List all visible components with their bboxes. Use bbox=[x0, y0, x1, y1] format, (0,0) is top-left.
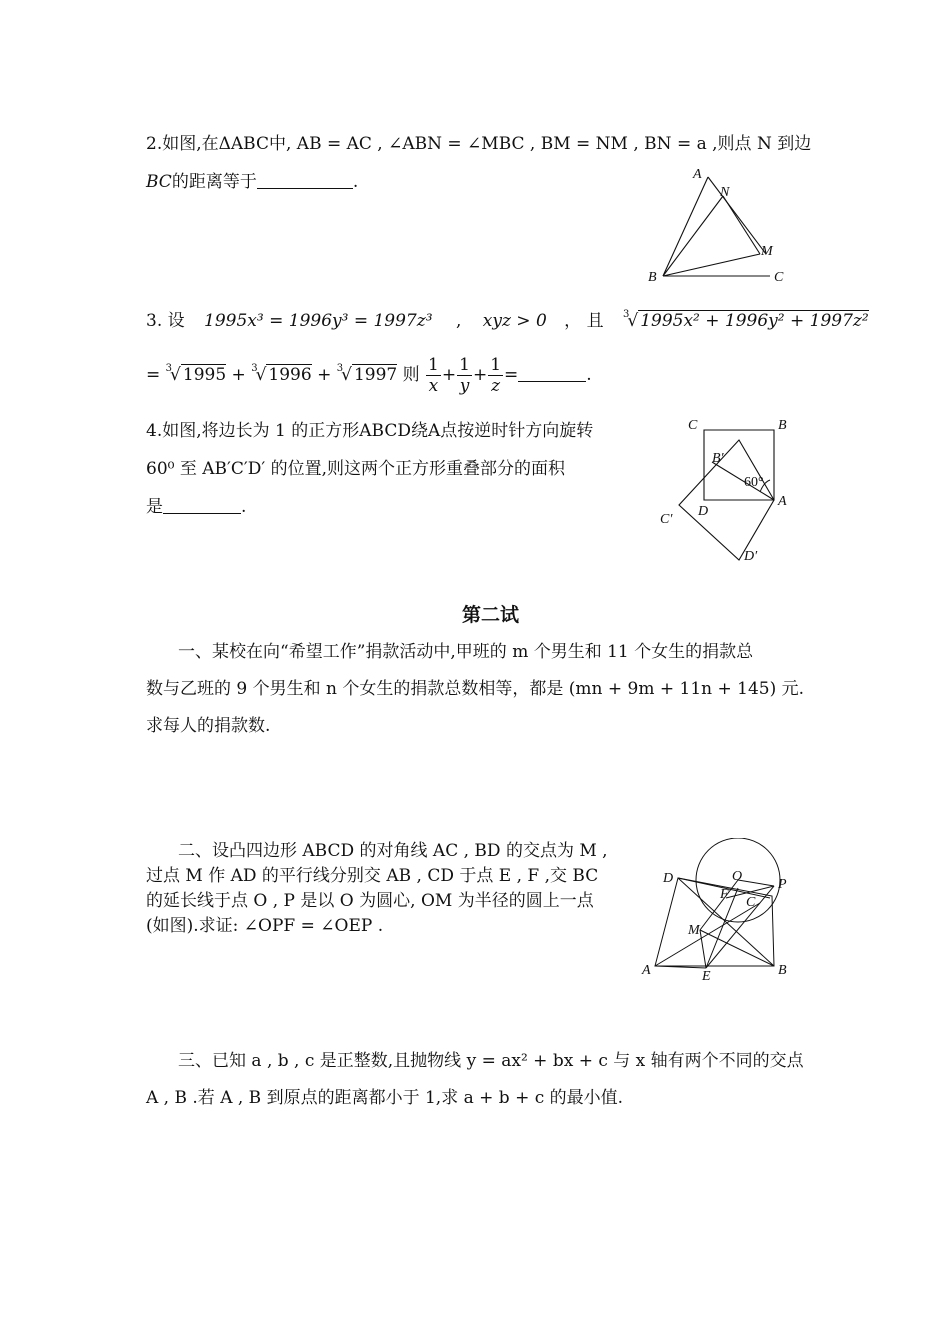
label-a: A bbox=[642, 963, 651, 978]
problem-2-line-2 bbox=[146, 167, 358, 192]
answer-blank-4[interactable] bbox=[163, 497, 241, 514]
segment-nm bbox=[723, 196, 760, 254]
question-2-line-1: 二、设凸四边形 ABCD 的对角线 AC , BD 的交点为 M , bbox=[178, 841, 608, 861]
label-o: O bbox=[732, 869, 743, 884]
cube-root-index: 3 bbox=[622, 309, 630, 320]
label-a: A bbox=[778, 494, 787, 509]
label-b-prime: B′ bbox=[712, 451, 724, 466]
comma-separator: , bbox=[455, 311, 462, 331]
equals-sign: = bbox=[146, 365, 161, 385]
question-2-line-4: (如图).求证: ∠OPF = ∠OEP . bbox=[146, 916, 384, 936]
label-e: E bbox=[702, 969, 711, 984]
label-b: B bbox=[778, 963, 787, 978]
question-2-line-3: 的延长线于点 O , P 是以 O 为圆心, OM 为半径的圆上一点 bbox=[146, 891, 594, 911]
label-b: B bbox=[778, 418, 787, 433]
side-ac bbox=[708, 177, 766, 254]
problem-4-line-1: 4.如图,将边长为 1 的正方形ABCD绕A点按逆时针方向旋转 bbox=[146, 421, 594, 441]
label-angle-60: 60° bbox=[744, 475, 764, 490]
quadrilateral-abcd bbox=[655, 878, 774, 966]
problem-4-line-2: 60⁰ 至 AB′C′D′ 的位置,则这两个正方形重叠部分的面积 bbox=[146, 459, 566, 479]
label-n: N bbox=[720, 185, 730, 200]
label-c: C bbox=[774, 270, 784, 285]
problem-2-line-1: 2.如图,在ΔABC中, AB = AC , ∠ABN = ∠MBC , BM = NM , BN = a ,则点 N 到边 bbox=[146, 134, 812, 154]
answer-blank-3[interactable] bbox=[518, 365, 586, 382]
question-1-line-3: 求每人的捐款数. bbox=[146, 716, 271, 736]
segment-mb bbox=[700, 930, 774, 966]
cube-root-index-3: 3 bbox=[336, 363, 344, 374]
figure-quadrilateral-circle bbox=[630, 838, 810, 988]
label-d: D bbox=[663, 871, 674, 886]
radicand-expression: 1995x² + 1996y² + 1997z² bbox=[640, 311, 869, 331]
problem-4-period: . bbox=[241, 497, 247, 517]
problem-2-period: . bbox=[352, 172, 359, 192]
figure-triangle-abc bbox=[640, 160, 800, 290]
label-c: C bbox=[688, 418, 698, 433]
section-title: 第二试 bbox=[462, 604, 520, 626]
root-1996: 1996 bbox=[268, 365, 312, 385]
label-b: B bbox=[648, 270, 657, 285]
fraction-1-over-z: $\frac{1}{z}$ bbox=[490, 355, 502, 396]
label-p: P bbox=[778, 877, 787, 892]
diagonal-b-prime-a bbox=[712, 462, 774, 500]
question-3-line-1: 三、已知 a , b , c 是正整数,且抛物线 y = ax² + bx + c 与 x 轴有两个不同的交点 bbox=[178, 1051, 804, 1071]
problem-2-question-text: 的距离等于 bbox=[171, 172, 257, 192]
radical-sign: √ bbox=[627, 311, 639, 331]
segment-pe bbox=[706, 886, 774, 968]
root-1997: 1997 bbox=[353, 365, 398, 385]
problem-3-then: 则 bbox=[402, 365, 420, 385]
problem-4-text: 是 bbox=[146, 497, 163, 517]
side-ab bbox=[663, 177, 708, 276]
label-m: M bbox=[688, 923, 700, 938]
diagonal-ac bbox=[655, 903, 760, 966]
segment-bc: BC bbox=[146, 172, 172, 192]
problem-4-line-3 bbox=[146, 492, 246, 517]
label-a: A bbox=[693, 167, 702, 182]
label-d: D bbox=[698, 504, 709, 519]
label-d-prime: D′ bbox=[744, 549, 758, 564]
fraction-1-over-y: $\frac{1}{y}$ bbox=[459, 355, 470, 396]
label-c: C bbox=[746, 895, 756, 910]
answer-blank-2[interactable] bbox=[257, 172, 353, 189]
cube-root-index-2: 3 bbox=[251, 363, 258, 374]
question-2-line-2: 过点 M 作 AD 的平行线分别交 AB , CD 于点 E , F ,交 BC bbox=[146, 866, 599, 886]
question-3-line-2: A , B .若 A , B 到原点的距离都小于 1,求 a + b + c 的最小值. bbox=[146, 1088, 624, 1108]
label-m: M bbox=[761, 244, 773, 259]
segment-mo bbox=[700, 880, 738, 930]
condition-xyz: xyz > 0 bbox=[482, 311, 547, 331]
problem-3-equals: = bbox=[504, 365, 519, 385]
problem-3-and: ， 且 bbox=[564, 311, 604, 331]
cube-root-index-1: 3 bbox=[165, 363, 173, 374]
label-c-prime: C′ bbox=[660, 512, 673, 527]
label-f: F bbox=[720, 887, 729, 902]
problem-3-lead: 3. 设 bbox=[146, 311, 185, 331]
root-1995: 1995 bbox=[182, 365, 227, 385]
problem-3-line-1 bbox=[146, 306, 869, 331]
segment-op bbox=[738, 880, 774, 886]
problem-3-line-2: = $^3$√ 1995 + $^3$√ 1996 + $^3$√ 1997 则 $\frac{1}{x}$ + $\frac{1}{y}$ + $\frac{1}{z}$ = . bbox=[146, 355, 592, 396]
figure-rotated-squares bbox=[652, 410, 812, 570]
question-1-line-1: 一、某校在向“希望工作”捐款活动中,甲班的 m 个男生和 11 个女生的捐款总 bbox=[178, 642, 754, 662]
equation-1: 1995x³ = 1996y³ = 1997z³ bbox=[204, 311, 433, 331]
fraction-1-over-x: $\frac{1}{x}$ bbox=[428, 355, 439, 396]
problem-3-period: . bbox=[586, 365, 592, 385]
question-1-line-2: 数与乙班的 9 个男生和 n 个女生的捐款总数相等，都是 (mn + 9m + 11n + 145) 元. bbox=[146, 679, 805, 699]
